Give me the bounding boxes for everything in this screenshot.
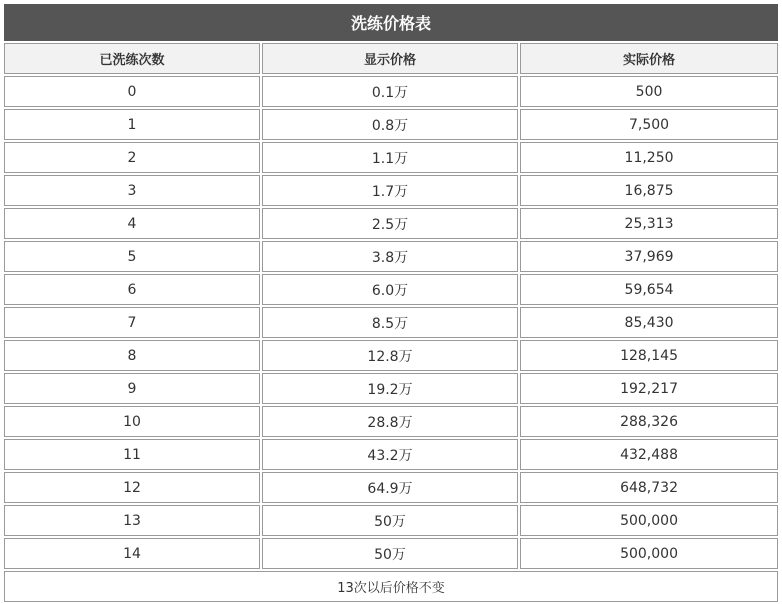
wash-count-cell: 11: [4, 439, 260, 470]
table-row: [4, 307, 778, 338]
display-price-cell: 0.1万: [262, 76, 518, 107]
actual-price-cell: 37,969: [520, 241, 778, 272]
table-row: [4, 439, 778, 470]
wash-count-cell: 4: [4, 208, 260, 239]
price-table: [4, 4, 778, 602]
wash-count-cell: 1: [4, 109, 260, 140]
wash-count-cell: 0: [4, 76, 260, 107]
wash-count-cell: 12: [4, 472, 260, 503]
display-price-cell: 6.0万: [262, 274, 518, 305]
table-row: [4, 472, 778, 503]
wash-count-cell: 3: [4, 175, 260, 206]
actual-price-cell: 500,000: [520, 505, 778, 536]
table-row: [4, 76, 778, 107]
wash-count-cell: 5: [4, 241, 260, 272]
header-wash-count: 已洗练次数: [4, 43, 260, 74]
display-price-cell: 43.2万: [262, 439, 518, 470]
actual-price-cell: 7,500: [520, 109, 778, 140]
display-price-cell: 50万: [262, 505, 518, 536]
footer-row: [4, 571, 778, 602]
wash-count-cell: 13: [4, 505, 260, 536]
wash-count-cell: 14: [4, 538, 260, 569]
table-row: [4, 208, 778, 239]
actual-price-cell: 85,430: [520, 307, 778, 338]
display-price-cell: 2.5万: [262, 208, 518, 239]
table-row: [4, 373, 778, 404]
actual-price-cell: 648,732: [520, 472, 778, 503]
table-row: [4, 538, 778, 569]
actual-price-cell: 16,875: [520, 175, 778, 206]
actual-price-cell: 11,250: [520, 142, 778, 173]
table-row: [4, 241, 778, 272]
header-actual-price: 实际价格: [520, 43, 778, 74]
display-price-cell: 19.2万: [262, 373, 518, 404]
table-row: [4, 109, 778, 140]
display-price-cell: 12.8万: [262, 340, 518, 371]
table-row: [4, 340, 778, 371]
wash-count-cell: 8: [4, 340, 260, 371]
display-price-cell: 8.5万: [262, 307, 518, 338]
table-row: [4, 142, 778, 173]
display-price-cell: 50万: [262, 538, 518, 569]
actual-price-cell: 128,145: [520, 340, 778, 371]
wash-count-cell: 2: [4, 142, 260, 173]
actual-price-cell: 288,326: [520, 406, 778, 437]
table-row: [4, 274, 778, 305]
header-display-price: 显示价格: [262, 43, 518, 74]
table-row: [4, 406, 778, 437]
actual-price-cell: 192,217: [520, 373, 778, 404]
display-price-cell: 28.8万: [262, 406, 518, 437]
wash-count-cell: 6: [4, 274, 260, 305]
display-price-cell: 1.1万: [262, 142, 518, 173]
table-row: [4, 505, 778, 536]
wash-count-cell: 10: [4, 406, 260, 437]
table-title: 洗练价格表: [4, 4, 778, 41]
table-footer-note: 13次以后价格不变: [4, 571, 778, 602]
display-price-cell: 1.7万: [262, 175, 518, 206]
wash-count-cell: 7: [4, 307, 260, 338]
actual-price-cell: 25,313: [520, 208, 778, 239]
display-price-cell: 64.9万: [262, 472, 518, 503]
actual-price-cell: 432,488: [520, 439, 778, 470]
actual-price-cell: 59,654: [520, 274, 778, 305]
actual-price-cell: 500: [520, 76, 778, 107]
wash-count-cell: 9: [4, 373, 260, 404]
header-row: [4, 43, 778, 74]
table-row: [4, 175, 778, 206]
table-body: [4, 74, 778, 569]
display-price-cell: 3.8万: [262, 241, 518, 272]
display-price-cell: 0.8万: [262, 109, 518, 140]
actual-price-cell: 500,000: [520, 538, 778, 569]
